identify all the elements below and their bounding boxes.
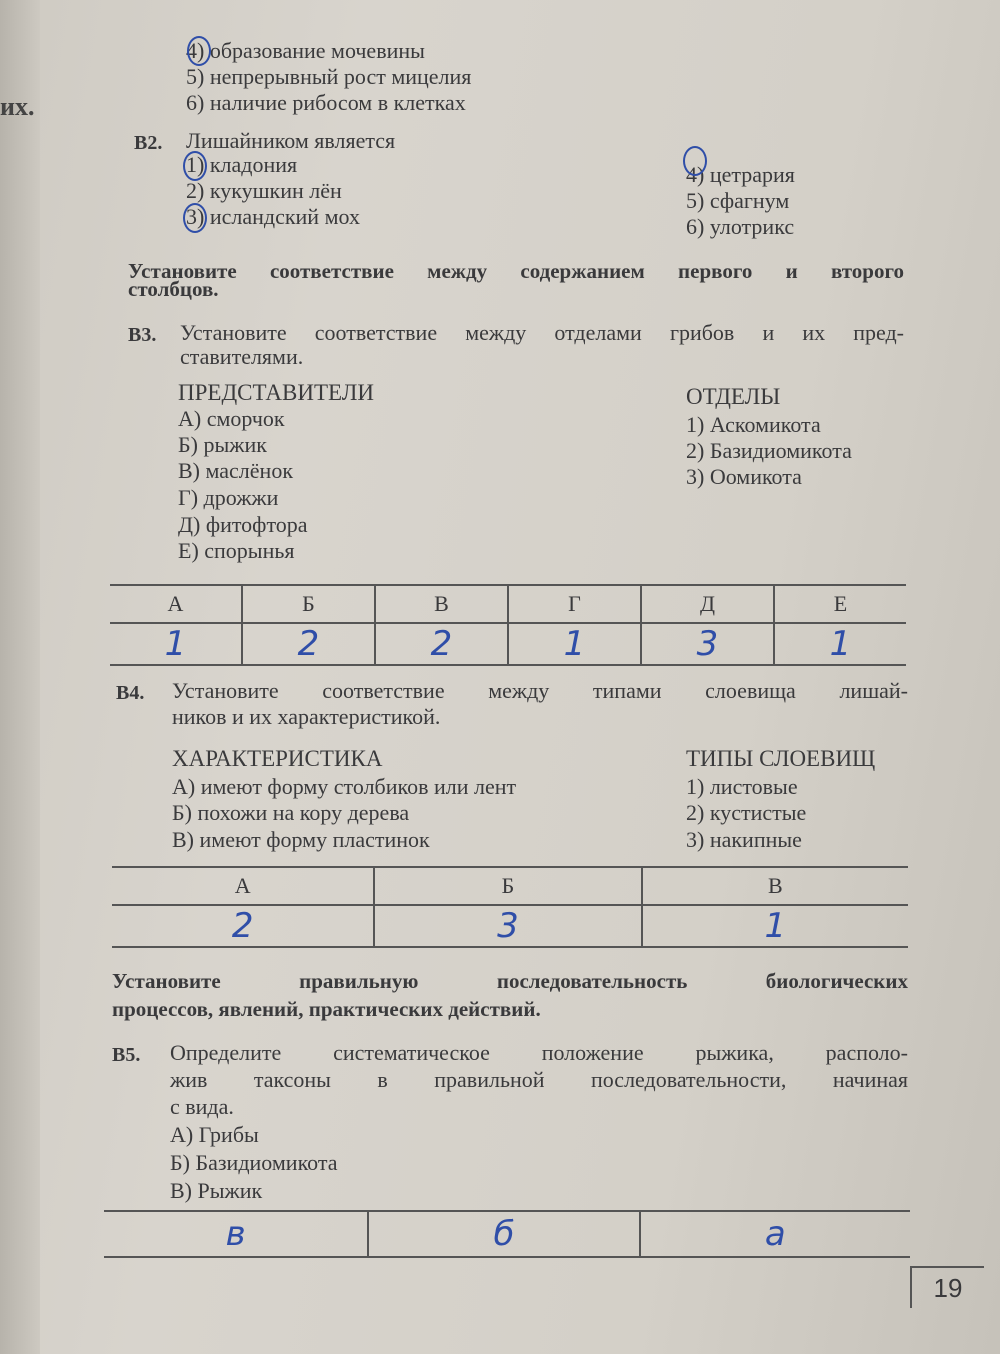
- b3-table-header-v: В: [375, 585, 508, 623]
- b3-question-line2: ставителями.: [180, 344, 304, 369]
- b5-question-line1: Определите систематическое положение рыжика, располо-: [170, 1040, 908, 1065]
- b3-answer-b: 2: [242, 623, 375, 665]
- b1-option-4: 4) образование мочевины: [186, 38, 425, 63]
- b3-left-item-g: Г) дрожжи: [178, 485, 279, 510]
- b4-question-line1: Установите соответствие между типами слоевища лишай-: [172, 678, 908, 703]
- b3-table-header-b: Б: [242, 585, 375, 623]
- b4-answer-v: 1: [642, 905, 908, 947]
- b4-left-header: ХАРАКТЕРИСТИКА: [172, 746, 383, 771]
- b3-answer-g: 1: [508, 623, 641, 665]
- b4-right-header: ТИПЫ СЛОЕВИЩ: [686, 746, 876, 771]
- b3-table-header-e: Е: [774, 585, 906, 623]
- b3-question-line1: Установите соответствие между отделами грибов и их пред-: [180, 320, 904, 345]
- b4-answer-a: 2: [112, 905, 374, 947]
- b3-left-header: ПРЕДСТАВИТЕЛИ: [178, 380, 374, 405]
- b1-option-6: 6) наличие рибосом в клетках: [186, 90, 466, 115]
- b3-table-header-a: А: [110, 585, 242, 623]
- b4-left-item-b: Б) похожи на кору дерева: [172, 800, 410, 825]
- b5-item-a: А) Грибы: [170, 1122, 259, 1147]
- page-number: 19: [910, 1266, 984, 1308]
- b3-left-item-b: Б) рыжик: [178, 432, 267, 457]
- b5-item-b: Б) Базидиомикота: [170, 1150, 338, 1175]
- section-heading-matching-line2: столбцов.: [128, 277, 219, 301]
- b2-label: В2.: [134, 132, 163, 154]
- b4-answer-b: 3: [374, 905, 641, 947]
- book-spine: [0, 0, 40, 1354]
- b4-label: В4.: [116, 682, 145, 704]
- b2-question: Лишайником является: [186, 128, 396, 153]
- b5-answer-table: [104, 1210, 910, 1258]
- b3-left-item-d: Д) фитофтора: [178, 512, 308, 537]
- b1-option-5: 5) непрерывный рост мицелия: [186, 64, 472, 89]
- answer-circle-mark: [183, 151, 207, 181]
- b4-question-line2: ников и их характеристикой.: [172, 704, 441, 729]
- b4-table-header-v: В: [642, 867, 908, 905]
- section-heading-sequence-line1: Установите правильную последовательность биологических: [112, 969, 908, 993]
- b3-right-item-2: 2) Базидиомикота: [686, 438, 852, 463]
- b3-left-item-v: В) маслёнок: [178, 458, 294, 483]
- b2-option-4: 4) цетрария: [686, 162, 795, 187]
- b4-right-item-2: 2) кустистые: [686, 800, 807, 825]
- b3-right-item-1: 1) Аскомикота: [686, 412, 821, 437]
- b3-left-item-e: Е) спорынья: [178, 538, 295, 563]
- b5-answer-3: а: [640, 1211, 910, 1257]
- b3-answer-v: 2: [375, 623, 508, 665]
- b3-right-header: ОТДЕЛЫ: [686, 384, 781, 409]
- b3-answer-d: 3: [641, 623, 774, 665]
- b2-option-6: 6) улотрикс: [686, 214, 795, 239]
- b3-right-item-3: 3) Оомикота: [686, 464, 802, 489]
- b4-table-header-b: Б: [374, 867, 641, 905]
- b2-option-3: 3) исландский мох: [186, 204, 360, 229]
- answer-circle-mark: [187, 36, 211, 66]
- section-heading-matching-line1: Установите соответствие между содержанием первого и второго: [128, 259, 904, 283]
- b5-question-line3: с вида.: [170, 1094, 234, 1119]
- b4-answer-table: [112, 866, 908, 948]
- b2-option-5: 5) сфагнум: [686, 188, 790, 213]
- b3-answer-table: [110, 584, 906, 666]
- section-heading-sequence-line2: процессов, явлений, практических действий.: [112, 997, 541, 1021]
- b5-item-v: В) Рыжик: [170, 1178, 263, 1203]
- b3-left-item-a: А) сморчок: [178, 406, 285, 431]
- b4-left-item-a: А) имеют форму столбиков или лент: [172, 774, 517, 799]
- answer-circle-mark: [183, 203, 207, 233]
- answer-circle-mark: [683, 146, 707, 176]
- b3-answer-a: 1: [110, 623, 242, 665]
- b5-answer-2: б: [368, 1211, 639, 1257]
- b3-table-header-d: Д: [641, 585, 774, 623]
- b4-left-item-v: В) имеют форму пластинок: [172, 827, 430, 852]
- b4-right-item-3: 3) накипные: [686, 827, 802, 852]
- b2-option-2: 2) кукушкин лён: [186, 178, 342, 203]
- b5-label: В5.: [112, 1044, 141, 1066]
- b4-right-item-1: 1) листовые: [686, 774, 798, 799]
- b3-label: В3.: [128, 324, 157, 346]
- b3-answer-e: 1: [774, 623, 906, 665]
- b2-option-1: 1) кладония: [186, 152, 298, 177]
- b4-table-header-a: А: [112, 867, 374, 905]
- b5-question-line2: жив таксоны в правильной последовательности, начиная: [170, 1067, 908, 1092]
- b5-answer-1: в: [104, 1211, 368, 1257]
- previous-page-edge-text: их.: [0, 92, 35, 121]
- b3-table-header-g: Г: [508, 585, 641, 623]
